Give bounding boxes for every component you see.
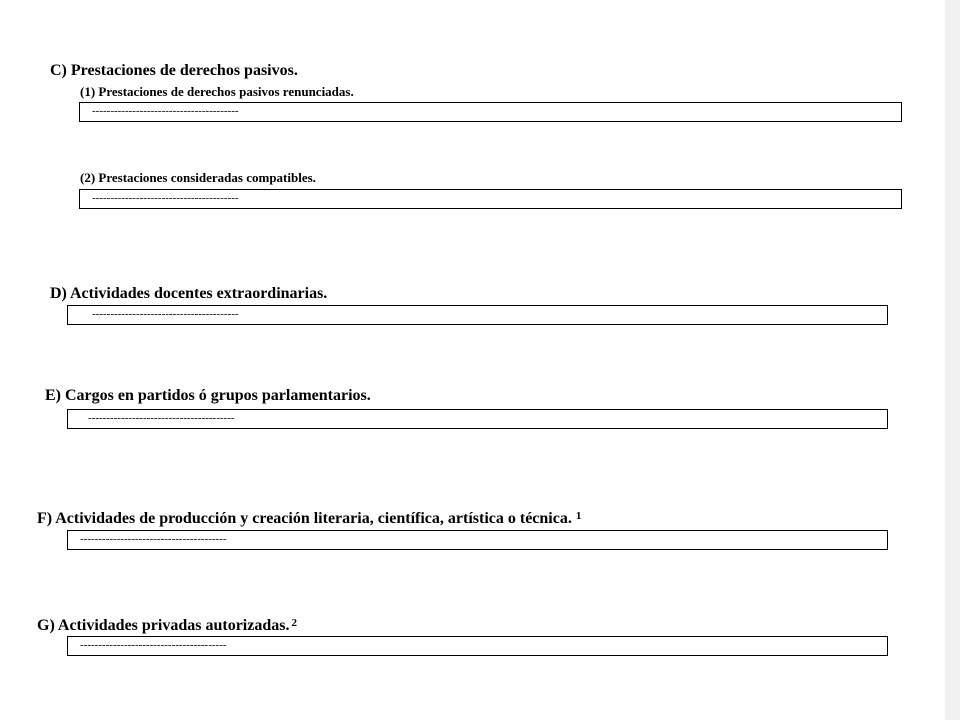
section-f-title <box>37 507 581 528</box>
viewer-edge-strip <box>945 0 960 720</box>
section-c-title: C) Prestaciones de derechos pasivos. <box>50 62 298 79</box>
section-c1-title: (1) Prestaciones de derechos pasivos renunciadas. <box>80 84 354 99</box>
section-g-field[interactable] <box>67 636 888 656</box>
section-d-value: ---------------------------------------- <box>92 308 239 320</box>
section-g-value: ---------------------------------------- <box>80 639 227 651</box>
footnote-2-marker: 2 <box>291 617 297 629</box>
section-f-field[interactable] <box>67 530 888 550</box>
section-c2-value: ---------------------------------------- <box>92 192 239 204</box>
section-e-value: ---------------------------------------- <box>88 412 235 424</box>
section-f-value: ---------------------------------------- <box>80 533 227 545</box>
section-g-title <box>37 614 297 635</box>
section-e-field[interactable] <box>67 409 888 429</box>
section-d-title: D) Actividades docentes extraordinarias. <box>50 285 328 302</box>
footnote-1-marker: 1 <box>575 510 582 522</box>
section-c2-title: (2) Prestaciones consideradas compatibles. <box>80 170 316 185</box>
section-g-title-text: G) Actividades privadas autorizadas. <box>37 617 290 634</box>
section-f-title-text: F) Actividades de producción y creación literaria, científica, artística o técnica. <box>37 510 572 527</box>
section-c1-value: ---------------------------------------- <box>92 105 239 117</box>
section-c1-field[interactable] <box>79 102 902 122</box>
section-e-title: E) Cargos en partidos ó grupos parlamentarios. <box>45 387 371 404</box>
section-c2-field[interactable] <box>79 189 902 209</box>
section-d-field[interactable] <box>67 305 888 325</box>
